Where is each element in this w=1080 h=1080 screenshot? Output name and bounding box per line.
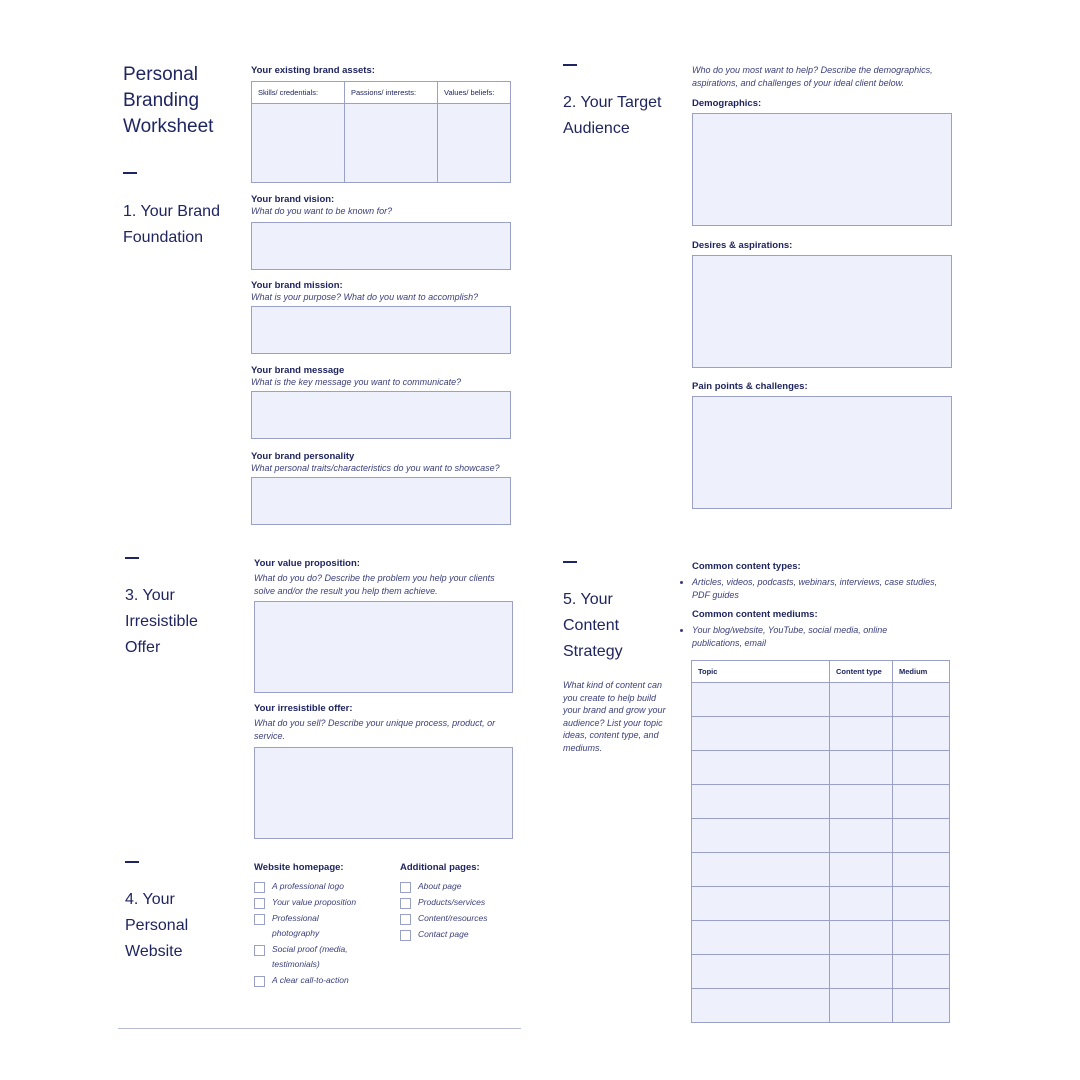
value-prop-label: Your value proposition: — [254, 558, 360, 569]
topic-cell[interactable] — [692, 887, 830, 921]
homepage-item[interactable] — [254, 975, 384, 988]
topic-cell[interactable] — [692, 853, 830, 887]
checkbox[interactable] — [254, 914, 265, 925]
checkbox[interactable] — [254, 945, 265, 956]
section-3-title: 3. Your Irresistible Offer — [125, 587, 198, 656]
homepage-checklist — [254, 881, 384, 991]
homepage-item-label: A professional logo — [272, 881, 344, 891]
brand-personality-label: Your brand personality — [251, 451, 355, 462]
col-topic: Topic — [692, 661, 830, 683]
checkbox[interactable] — [254, 882, 265, 893]
value-prop-field[interactable] — [254, 601, 513, 693]
additional-page-item[interactable] — [400, 929, 520, 942]
section-dash-4 — [125, 861, 139, 863]
topic-cell[interactable] — [692, 717, 830, 751]
pain-points-label: Pain points & challenges: — [692, 381, 808, 392]
brand-message-field[interactable] — [251, 391, 511, 439]
brand-message-label: Your brand message — [251, 365, 345, 376]
homepage-item[interactable] — [254, 944, 364, 972]
brand-mission-field[interactable] — [251, 306, 511, 354]
content-mediums-list — [680, 624, 922, 649]
table-row — [692, 717, 950, 751]
medium-cell[interactable] — [893, 717, 950, 751]
section-5-title: 5. Your Content Strategy — [563, 591, 623, 660]
table-row — [692, 989, 950, 1023]
content-strategy-description: What kind of content can you create to help build your brand and grow your audience? List your topic ideas, content type, and mediums. — [563, 680, 666, 753]
checkbox[interactable] — [400, 930, 411, 941]
demographics-field[interactable] — [692, 113, 952, 226]
section-dash-1 — [123, 172, 137, 174]
medium-cell[interactable] — [893, 683, 950, 717]
homepage-item-label: Social proof (media, testimonials) — [272, 944, 348, 969]
brand-personality-field[interactable] — [251, 477, 511, 525]
medium-cell[interactable] — [893, 921, 950, 955]
section-dash-3 — [125, 557, 139, 559]
homepage-item[interactable] — [254, 897, 384, 910]
brand-vision-sub: What do you want to be known for? — [251, 206, 393, 216]
content-type-cell[interactable] — [830, 785, 893, 819]
offer-field[interactable] — [254, 747, 513, 839]
assets-values-field[interactable] — [438, 104, 511, 183]
medium-cell[interactable] — [893, 819, 950, 853]
pain-points-field[interactable] — [692, 396, 952, 509]
homepage-item-label: A clear call-to-action — [272, 975, 349, 985]
content-type-cell[interactable] — [830, 921, 893, 955]
section-1-title: 1. Your Brand Foundation — [123, 203, 220, 246]
homepage-item-label: Your value proposition — [272, 897, 357, 907]
table-row — [692, 853, 950, 887]
table-row — [692, 921, 950, 955]
content-type-cell[interactable] — [830, 989, 893, 1023]
footer-divider — [118, 1028, 521, 1029]
topic-cell[interactable] — [692, 785, 830, 819]
homepage-label: Website homepage: — [254, 862, 344, 873]
table-row — [692, 683, 950, 717]
topic-cell[interactable] — [692, 819, 830, 853]
additional-page-label: Contact page — [418, 929, 469, 939]
medium-cell[interactable] — [893, 887, 950, 921]
topic-cell[interactable] — [692, 989, 830, 1023]
content-type-cell[interactable] — [830, 853, 893, 887]
topic-cell[interactable] — [692, 921, 830, 955]
page-title: Personal Branding Worksheet — [123, 64, 214, 137]
demographics-label: Demographics: — [692, 98, 762, 109]
brand-message-sub: What is the key message you want to communicate? — [251, 377, 462, 387]
desires-field[interactable] — [692, 255, 952, 368]
content-plan-table — [691, 660, 950, 1023]
homepage-item-label: Professional photography — [272, 913, 320, 938]
checkbox[interactable] — [400, 898, 411, 909]
desires-label: Desires & aspirations: — [692, 240, 793, 251]
medium-cell[interactable] — [893, 785, 950, 819]
content-plan-body — [692, 683, 950, 1023]
brand-mission-label: Your brand mission: — [251, 280, 343, 291]
content-types-label: Common content types: — [692, 561, 801, 572]
table-row — [692, 751, 950, 785]
brand-vision-label: Your brand vision: — [251, 194, 335, 205]
additional-pages-checklist — [400, 881, 520, 945]
content-mediums-item: • Your blog/website, YouTube, social media, online publications, email — [692, 624, 922, 649]
section-dash-5 — [563, 561, 577, 563]
content-type-cell[interactable] — [830, 955, 893, 989]
brand-mission-sub: What is your purpose? What do you want to accomplish? — [251, 292, 479, 302]
additional-page-label: Content/resources — [418, 913, 488, 923]
topic-cell[interactable] — [692, 683, 830, 717]
additional-page-item[interactable] — [400, 881, 520, 894]
col-content-type: Content type — [830, 661, 893, 683]
homepage-item[interactable] — [254, 913, 354, 941]
assets-col-passions: Passions/ interests: — [345, 82, 438, 104]
table-row — [692, 955, 950, 989]
additional-page-label: Products/services — [418, 897, 486, 907]
brand-personality-sub: What personal traits/characteristics do you want to showcase? — [251, 463, 500, 473]
brand-assets-table — [251, 81, 511, 183]
section-2-title: 2. Your Target Audience — [563, 94, 662, 137]
content-type-cell[interactable] — [830, 887, 893, 921]
topic-cell[interactable] — [692, 955, 830, 989]
checkbox[interactable] — [254, 898, 265, 909]
topic-cell[interactable] — [692, 751, 830, 785]
assets-col-values: Values/ beliefs: — [438, 82, 511, 104]
col-medium: Medium — [893, 661, 950, 683]
medium-cell[interactable] — [893, 955, 950, 989]
offer-label: Your irresistible offer: — [254, 703, 353, 714]
additional-page-item[interactable] — [400, 897, 520, 910]
assets-skills-field[interactable] — [252, 104, 345, 183]
medium-cell[interactable] — [893, 853, 950, 887]
content-type-cell[interactable] — [830, 683, 893, 717]
checkbox[interactable] — [400, 882, 411, 893]
medium-cell[interactable] — [893, 751, 950, 785]
audience-intro: Who do you most want to help? Describe the demographics, aspirations, and challenges of your ideal client below. — [692, 65, 933, 88]
offer-sub: What do you sell? Describe your unique process, product, or service. — [254, 718, 496, 741]
brand-vision-field[interactable] — [251, 222, 511, 270]
additional-page-label: About page — [418, 881, 462, 891]
medium-cell[interactable] — [893, 989, 950, 1023]
table-row — [692, 819, 950, 853]
content-type-cell[interactable] — [830, 819, 893, 853]
assets-col-skills: Skills/ credentials: — [252, 82, 345, 104]
content-type-cell[interactable] — [830, 717, 893, 751]
section-dash-2 — [563, 64, 577, 66]
additional-page-item[interactable] — [400, 913, 520, 926]
table-row — [692, 887, 950, 921]
checkbox[interactable] — [400, 914, 411, 925]
content-types-list — [680, 576, 940, 601]
assets-passions-field[interactable] — [345, 104, 438, 183]
value-prop-sub: What do you do? Describe the problem you help your clients solve and/or the result you help them achieve. — [254, 573, 495, 596]
content-type-cell[interactable] — [830, 751, 893, 785]
content-mediums-label: Common content mediums: — [692, 609, 818, 620]
brand-assets-label: Your existing brand assets: — [251, 65, 375, 76]
additional-pages-label: Additional pages: — [400, 862, 480, 873]
table-row — [692, 785, 950, 819]
checkbox[interactable] — [254, 976, 265, 987]
section-4-title: 4. Your Personal Website — [125, 891, 189, 960]
homepage-item[interactable] — [254, 881, 384, 894]
content-types-item: • Articles, videos, podcasts, webinars, interviews, case studies, PDF guides — [692, 576, 940, 601]
